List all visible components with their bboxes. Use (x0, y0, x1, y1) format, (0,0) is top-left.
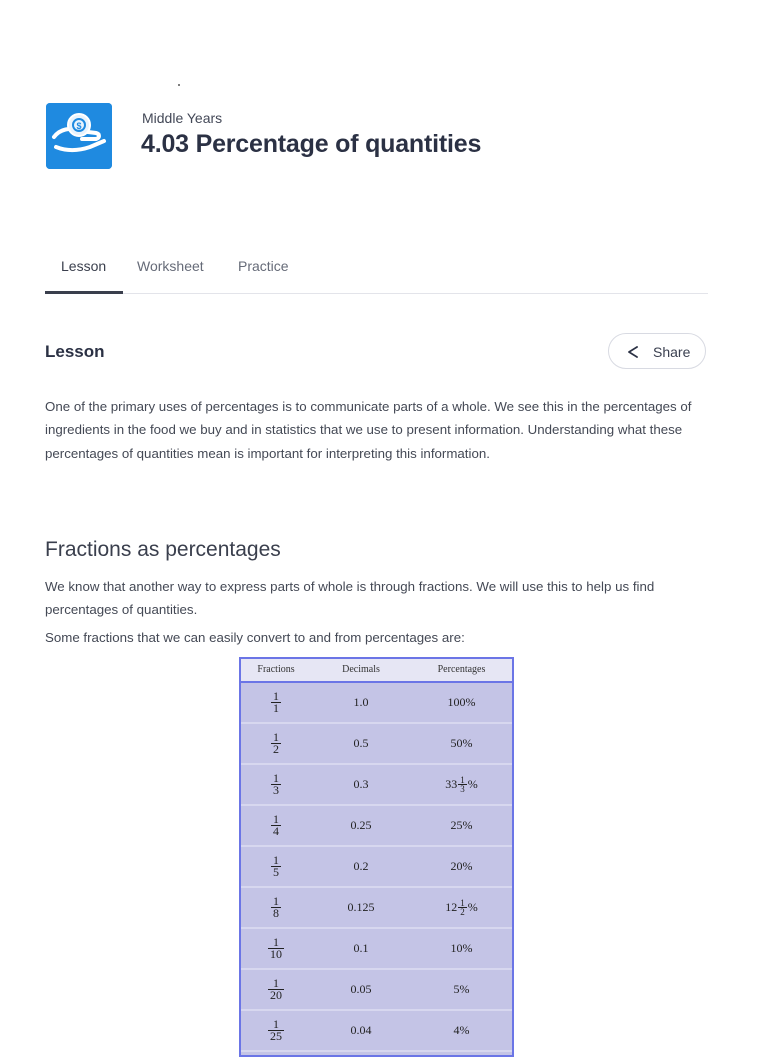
table-row (241, 970, 512, 1011)
fraction (271, 691, 281, 714)
decimal-cell: 1.0 (353, 695, 369, 709)
numerator: 1 (273, 976, 279, 990)
pct-numerator: 1 (460, 898, 465, 908)
fraction-cell (241, 724, 311, 763)
percentage-value: 100% (447, 695, 476, 709)
fraction-cell (241, 765, 311, 804)
percentage-cell (411, 806, 512, 845)
pct-whole: 12 (445, 900, 458, 914)
percentage-cell (411, 765, 512, 804)
percentage-value: 4% (453, 1023, 470, 1037)
pct-fraction (458, 899, 467, 916)
fraction (271, 773, 281, 796)
denominator: 4 (273, 824, 279, 838)
decimal-cell: 0.5 (353, 736, 369, 750)
fraction-cell (241, 847, 311, 886)
table-row (241, 888, 512, 929)
fraction (271, 814, 281, 837)
numerator: 1 (273, 689, 279, 703)
numerator: 1 (273, 853, 279, 867)
decimal-cell: 0.25 (350, 818, 372, 832)
fraction (268, 1019, 284, 1042)
percentage-value: 25% (450, 818, 473, 832)
pct-whole: 33 (445, 777, 458, 791)
numerator: 1 (273, 935, 279, 949)
course-level: Middle Years (142, 110, 223, 126)
denominator: 1 (273, 701, 279, 715)
denominator: 3 (273, 783, 279, 797)
fraction-cell (241, 929, 311, 968)
share-icon (625, 344, 641, 365)
percentage-cell (411, 970, 512, 1009)
denominator: 20 (270, 988, 282, 1002)
table-row (241, 806, 512, 847)
percentage-cell (411, 847, 512, 886)
fraction-cell (241, 683, 311, 722)
header-fractions: Fractions (257, 664, 295, 675)
fraction (268, 937, 284, 960)
header-percentages: Percentages (437, 664, 486, 675)
page-title: 4.03 Percentage of quantities (141, 130, 482, 158)
tab-worksheet[interactable]: Worksheet (137, 258, 204, 274)
tab-lesson[interactable]: Lesson (61, 258, 107, 274)
fraction-cell (241, 1011, 311, 1050)
mixed-percentage (445, 776, 478, 793)
table-header (241, 659, 512, 683)
fraction-cell (241, 970, 311, 1009)
fraction (268, 978, 284, 1001)
percentage-value: 5% (453, 982, 470, 996)
fraction (271, 855, 281, 878)
numerator: 1 (273, 730, 279, 744)
pct-denominator: 3 (460, 784, 465, 794)
svg-text:$: $ (76, 121, 82, 131)
table-row (241, 1011, 512, 1052)
decimal-cell: 0.3 (353, 777, 369, 791)
table-row (241, 683, 512, 724)
tab-bar (45, 248, 708, 294)
fraction (271, 896, 281, 919)
percentage-cell (411, 683, 512, 722)
stray-dot (178, 84, 180, 86)
table-row (241, 847, 512, 888)
fractions-table (239, 657, 514, 1057)
section-paragraph-2: Some fractions that we can easily convert to and from percentages are: (45, 630, 465, 645)
pct-denominator: 2 (460, 907, 465, 917)
table-row (241, 765, 512, 806)
denominator: 5 (273, 865, 279, 879)
percentage-value: 10% (450, 941, 473, 955)
fraction-cell (241, 806, 311, 845)
percentage-value: 50% (450, 736, 473, 750)
percentage-cell (411, 929, 512, 968)
decimal-cell: 0.05 (350, 982, 372, 996)
denominator: 2 (273, 742, 279, 756)
section-paragraph: We know that another way to express parts of whole is through fractions. We will use this to help us find percentages of quantities. (45, 579, 655, 618)
lesson-heading: Lesson (45, 342, 105, 361)
table-row (241, 929, 512, 970)
header-decimals: Decimals (342, 664, 380, 675)
numerator: 1 (273, 894, 279, 908)
lesson-intro: One of the primary uses of percentages is to communicate parts of a whole. We see this in the percentages of ingredients in the food we buy and in statistics that we use to present information. Understanding what these percentages of quantities mean is important for interpreting this information. (45, 399, 692, 461)
decimal-cell: 0.125 (347, 900, 375, 914)
numerator: 1 (273, 812, 279, 826)
percentage-cell (411, 888, 512, 927)
decimal-cell: 0.2 (353, 859, 369, 873)
active-tab-indicator (45, 291, 123, 294)
mixed-percentage (445, 899, 478, 916)
pct-fraction (458, 776, 467, 793)
denominator: 10 (270, 947, 282, 961)
tab-practice[interactable]: Practice (238, 258, 289, 274)
denominator: 8 (273, 906, 279, 920)
pct-numerator: 1 (460, 775, 465, 785)
percentage-cell (411, 1011, 512, 1050)
share-label: Share (653, 344, 691, 360)
numerator: 1 (273, 1017, 279, 1031)
denominator: 25 (270, 1029, 282, 1043)
table-row (241, 724, 512, 765)
share-button[interactable] (608, 333, 706, 369)
pct-sign: % (467, 900, 478, 914)
section-heading: Fractions as percentages (45, 538, 281, 561)
percentage-value: 20% (450, 859, 473, 873)
fraction-cell (241, 888, 311, 927)
numerator: 1 (273, 771, 279, 785)
fraction (271, 732, 281, 755)
hand-coin-icon (46, 103, 112, 169)
decimal-cell: 0.04 (350, 1023, 372, 1037)
pct-sign: % (467, 777, 478, 791)
percentage-cell (411, 724, 512, 763)
decimal-cell: 0.1 (353, 941, 369, 955)
